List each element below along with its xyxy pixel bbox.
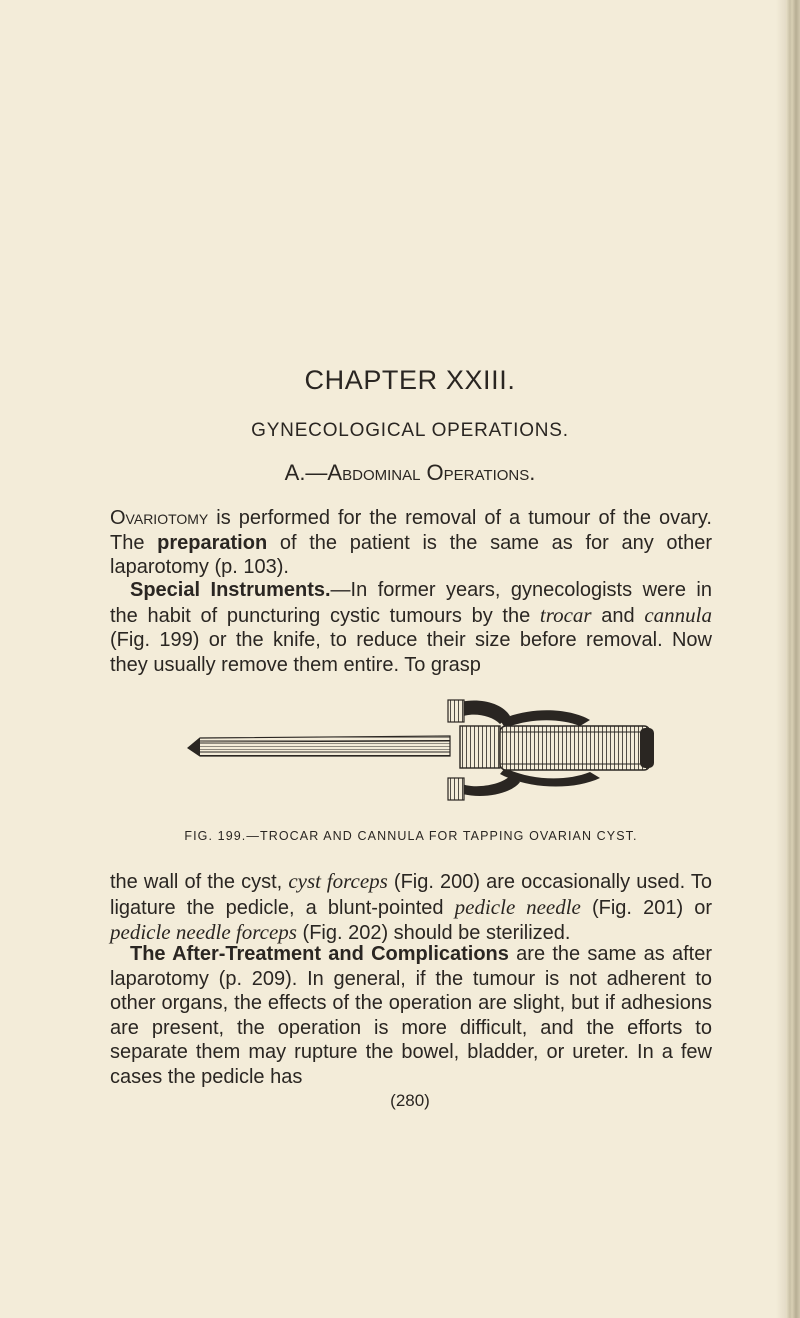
text-run: (Fig. 202) should be sterilized. (296, 922, 571, 944)
text-run: —In former years, gynecologists were in the habit of puncturing cystic tumours by the (110, 579, 712, 627)
text-run: and (591, 604, 645, 627)
text-run: is performed for the removal of a tumour of the ovary. The (110, 507, 712, 554)
italic-term: pedicle needle (454, 894, 581, 919)
paragraph-after-treatment (110, 942, 712, 1089)
spine-shadow (776, 0, 786, 1318)
subsection-title: A.—Abdominal Operations. (284, 460, 536, 485)
section-title: GYNECOLOGICAL OPERATIONS. (251, 420, 569, 441)
chapter-heading: CHAPTER XXIII. (304, 365, 516, 395)
text-run: (Fig. 201) or (580, 896, 713, 919)
paragraph-special-instruments (110, 578, 712, 677)
bold-term: preparation (157, 531, 268, 554)
figure-caption: FIG. 199.—TROCAR AND CANNULA FOR TAPPING OVARIAN CYST. (184, 829, 638, 843)
text-run: the wall of the cyst, (110, 871, 289, 893)
text-run: of the patient is the same as for any other laparotomy (p. 103). (110, 531, 712, 578)
text-run: (Fig. 199) or the knife, to reduce their size before removal. Now they usually remove them entire. To grasp (110, 629, 712, 676)
italic-term: pedicle needle forceps (110, 920, 297, 944)
text-run: are the same as after laparotomy (p. 209). In general, if the tumour is not adherent to other organs, the effects of the operation are slight, but if adhesions are present, the operation is more difficult, and the efforts to separate them may rupture the bowel, bladder, or ureter. In a few cases the pedicle has (110, 943, 712, 1088)
trocar-figure (170, 686, 670, 816)
trocar-and-cannula-illustration (170, 686, 670, 816)
page-number: (280) (390, 1091, 430, 1110)
paragraph-ovariotomy (110, 506, 712, 580)
bold-heading: The After-Treatment and Complications (130, 943, 509, 965)
bold-heading: Special Instruments. (130, 579, 331, 601)
italic-term: cyst forceps (288, 869, 388, 893)
italic-term: cannula (644, 602, 712, 627)
paragraph-cyst-wall (110, 869, 712, 946)
lead-term: Ovariotomy (110, 507, 209, 529)
italic-term: trocar (539, 602, 592, 627)
text-run: (Fig. 200) are occasionally used. To ligature the pedicle, a blunt-pointed (110, 871, 712, 919)
page-edge (786, 0, 800, 1318)
